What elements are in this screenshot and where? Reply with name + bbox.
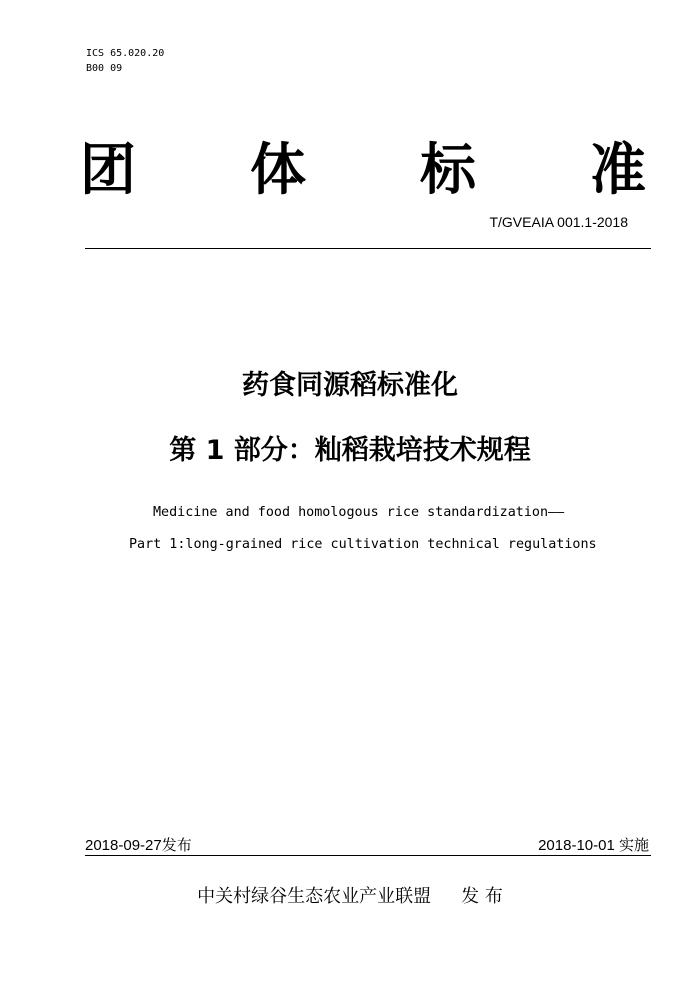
english-title-line-1: Medicine and food homologous rice standardization—— <box>153 505 565 520</box>
implementation-date: 2018-10-01 <box>538 837 615 854</box>
chinese-title-line-1: 药食同源稻标准化 <box>242 370 458 401</box>
document-type-char-4: 准 <box>590 138 646 203</box>
issue-label: 发布 <box>161 836 192 854</box>
english-title-line-2: Part 1:long-grained rice cultivation technical regulations <box>129 537 597 552</box>
ics-code: ICS 65.020.20 <box>86 48 165 59</box>
publisher-action: 发 布 <box>461 886 503 907</box>
bottom-divider <box>85 855 651 856</box>
date-row <box>85 834 651 856</box>
standard-number: T/GVEAIA 001.1-2018 <box>489 214 628 230</box>
classification-codes <box>86 46 164 76</box>
publisher-name: 中关村绿谷生态农业产业联盟 <box>197 886 432 907</box>
top-divider <box>85 248 651 249</box>
document-type-char-2: 体 <box>250 138 306 203</box>
publisher-line <box>0 884 700 910</box>
document-type-char-1: 团 <box>80 138 136 203</box>
document-type-char-3: 标 <box>420 138 476 203</box>
implementation-date-block <box>538 834 649 855</box>
issue-date: 2018-09-27 <box>85 837 162 854</box>
chinese-title-line-2: 第 1 部分：籼稻栽培技术规程 <box>169 435 531 466</box>
document-type-heading <box>80 136 646 206</box>
implementation-label: 实施 <box>618 836 649 854</box>
issue-date-block <box>85 834 192 855</box>
ccs-code: B00 09 <box>86 63 123 74</box>
